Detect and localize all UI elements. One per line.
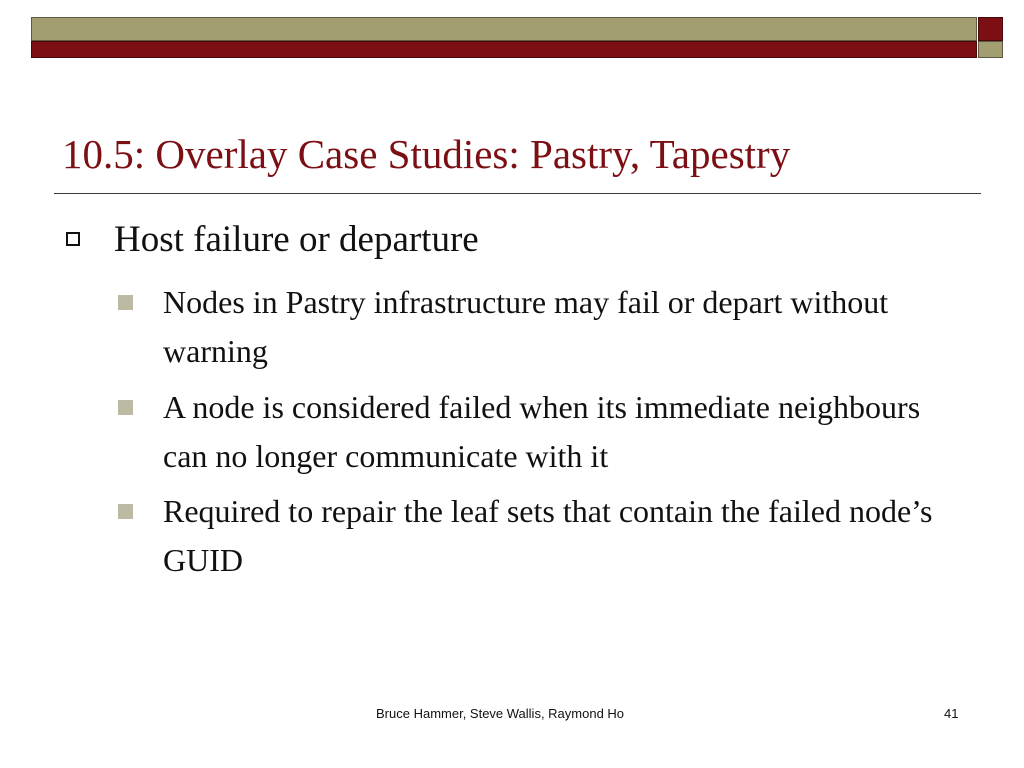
footer-authors: Bruce Hammer, Steve Wallis, Raymond Ho xyxy=(376,706,625,721)
slide-title: 10.5: Overlay Case Studies: Pastry, Tapestry xyxy=(62,131,791,177)
footer-page-number: 41 xyxy=(944,706,959,721)
bullet-level2-text: A node is considered failed when its immediate neighbours can no longer communicate with it xyxy=(163,389,921,474)
header-corner-olive xyxy=(978,41,1003,58)
header-banner-maroon xyxy=(31,41,977,58)
filled-square-bullet-icon xyxy=(118,504,133,519)
bullet-level2-text: Nodes in Pastry infrastructure may fail or depart without warning xyxy=(163,284,889,369)
filled-square-bullet-icon xyxy=(118,295,133,310)
title-divider xyxy=(54,193,981,194)
filled-square-bullet-icon xyxy=(118,400,133,415)
bullet-level1-text: Host failure or departure xyxy=(114,219,479,260)
bullet-level2-text: Required to repair the leaf sets that contain the failed node’s GUID xyxy=(163,493,933,578)
hollow-square-bullet-icon xyxy=(66,232,80,246)
header-banner-olive xyxy=(31,17,977,41)
header-corner-maroon xyxy=(978,17,1003,41)
